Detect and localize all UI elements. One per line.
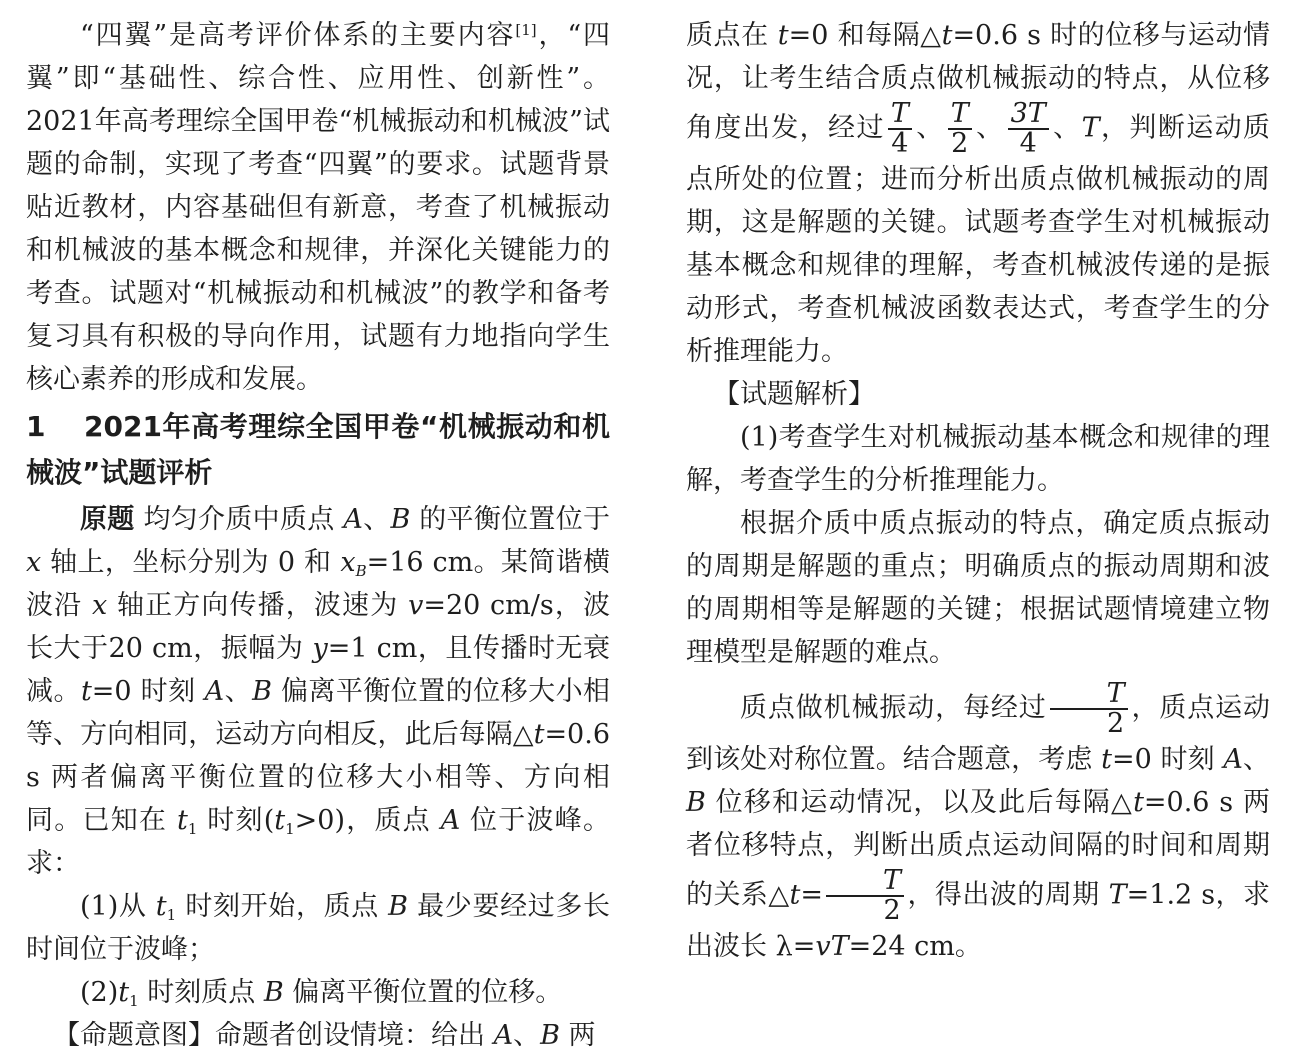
right-column <box>686 0 1270 968</box>
section-title: 2021年高考理综全国甲卷“机械振动和机械波”试题评析 <box>26 410 610 489</box>
citation-ref: [1] <box>515 21 537 39</box>
section-heading <box>26 404 610 496</box>
analysis-key-points: 根据介质中质点振动的特点，确定质点振动的周期是解题的重点；明确质点的振动周期和波的周期相等是解题的关键；根据试题情境建立物理模型是解题的难点。 <box>686 508 1270 668</box>
intro-paragraph: “四翼”是高考评价体系的主要内容[1]，“四翼”即“基础性、综合性、应用性、创新性”。2021年高考理综全国甲卷“机械振动和机械波”试题的命制，实现了考查“四翼”的要求。试题背景贴近教材，内容基础但有新意，考查了机械振动和机械波的基本概念和规律，并深化关键能力的考查。试题对“机械振动和机械波”的教学和备考复习具有积极的导向作用，试题有力地指向学生核心素养的形成和发展。 <box>26 20 610 395</box>
analysis-title: 【试题解析】 <box>713 379 875 410</box>
fraction-t-over-2-c: $\frac{T}{2}$ <box>826 867 904 925</box>
fraction-t-over-2: $\frac{T}{2}$ <box>948 100 972 158</box>
analysis-part-1: (1)考查学生对机械振动基本概念和规律的理解，考查学生的分析推理能力。 <box>686 422 1270 496</box>
left-column <box>26 0 610 1057</box>
intent-continued: 质点在 t=0 和每隔△t=0.6 s 时的位移与运动情况，让考生结合质点做机械振动的特点，从位移角度出发，经过 $\frac{T}{4}$ 、 $\frac{T}{2}$ 、 $\frac{3T}{4}$ 、T，判断运动质点所处的位置；进而分析出质点做机械振动的周期，这是解题的关键。试题考查学生对机械振动基本概念和规律的理解，考查机械波传递的是振动形式，考查机械波函数表达式，考查学生的分析推理能力。 <box>686 20 1271 367</box>
section-number: 1 <box>26 410 46 443</box>
fraction-t-over-2-b: $\frac{T}{2}$ <box>1050 680 1128 738</box>
question-1: (1)从 $t_1$ 时刻开始，质点 B 最少要经过多长时间位于波峰； <box>26 891 610 965</box>
intent-paragraph: 【命题意图】命题者创设情境：给出 A、B 两 <box>53 1020 596 1051</box>
fraction-t-over-4: $\frac{T}{4}$ <box>888 100 912 158</box>
problem-lead: 原题 <box>80 504 135 535</box>
analysis-derivation: 质点做机械振动，每经过 $\frac{T}{2}$ ，质点运动到该处对称位置。结合题意，考虑 t=0 时刻 A、B 位移和运动情况，以及此后每隔△t=0.6 s 两者位移特点，判断出质点运动间隔的时间和周期的关系△t= $\frac{T}{2}$ ，得出波的周期 T=1.2 s，求出波长 λ=vT=24 cm。 <box>686 678 1271 962</box>
fraction-3t-over-4: $\frac{3T}{4}$ <box>1008 100 1049 158</box>
problem-statement: 原题 均匀介质中质点 A、B 的平衡位置位于 x 轴上，坐标分别为 0 和 $x_B=16$ cm。某简谐横波沿 x 轴正方向传播，波速为 v=20 cm/s，波长大于20 cm，振幅为 y=1 cm，且传播时无衰减。t=0 时刻 A、B 偏离平衡位置的位移大小相等、方向相同，运动方向相反，此后每隔△t=0.6 s 两者偏离平衡位置的位移大小相等、方向相同。已知在 $t_1$ 时刻$(t_1>0)$，质点 A 位于波峰。求： <box>26 504 611 879</box>
question-2: $(2)t_1$ 时刻质点 B 偏离平衡位置的位移。 <box>80 977 563 1010</box>
